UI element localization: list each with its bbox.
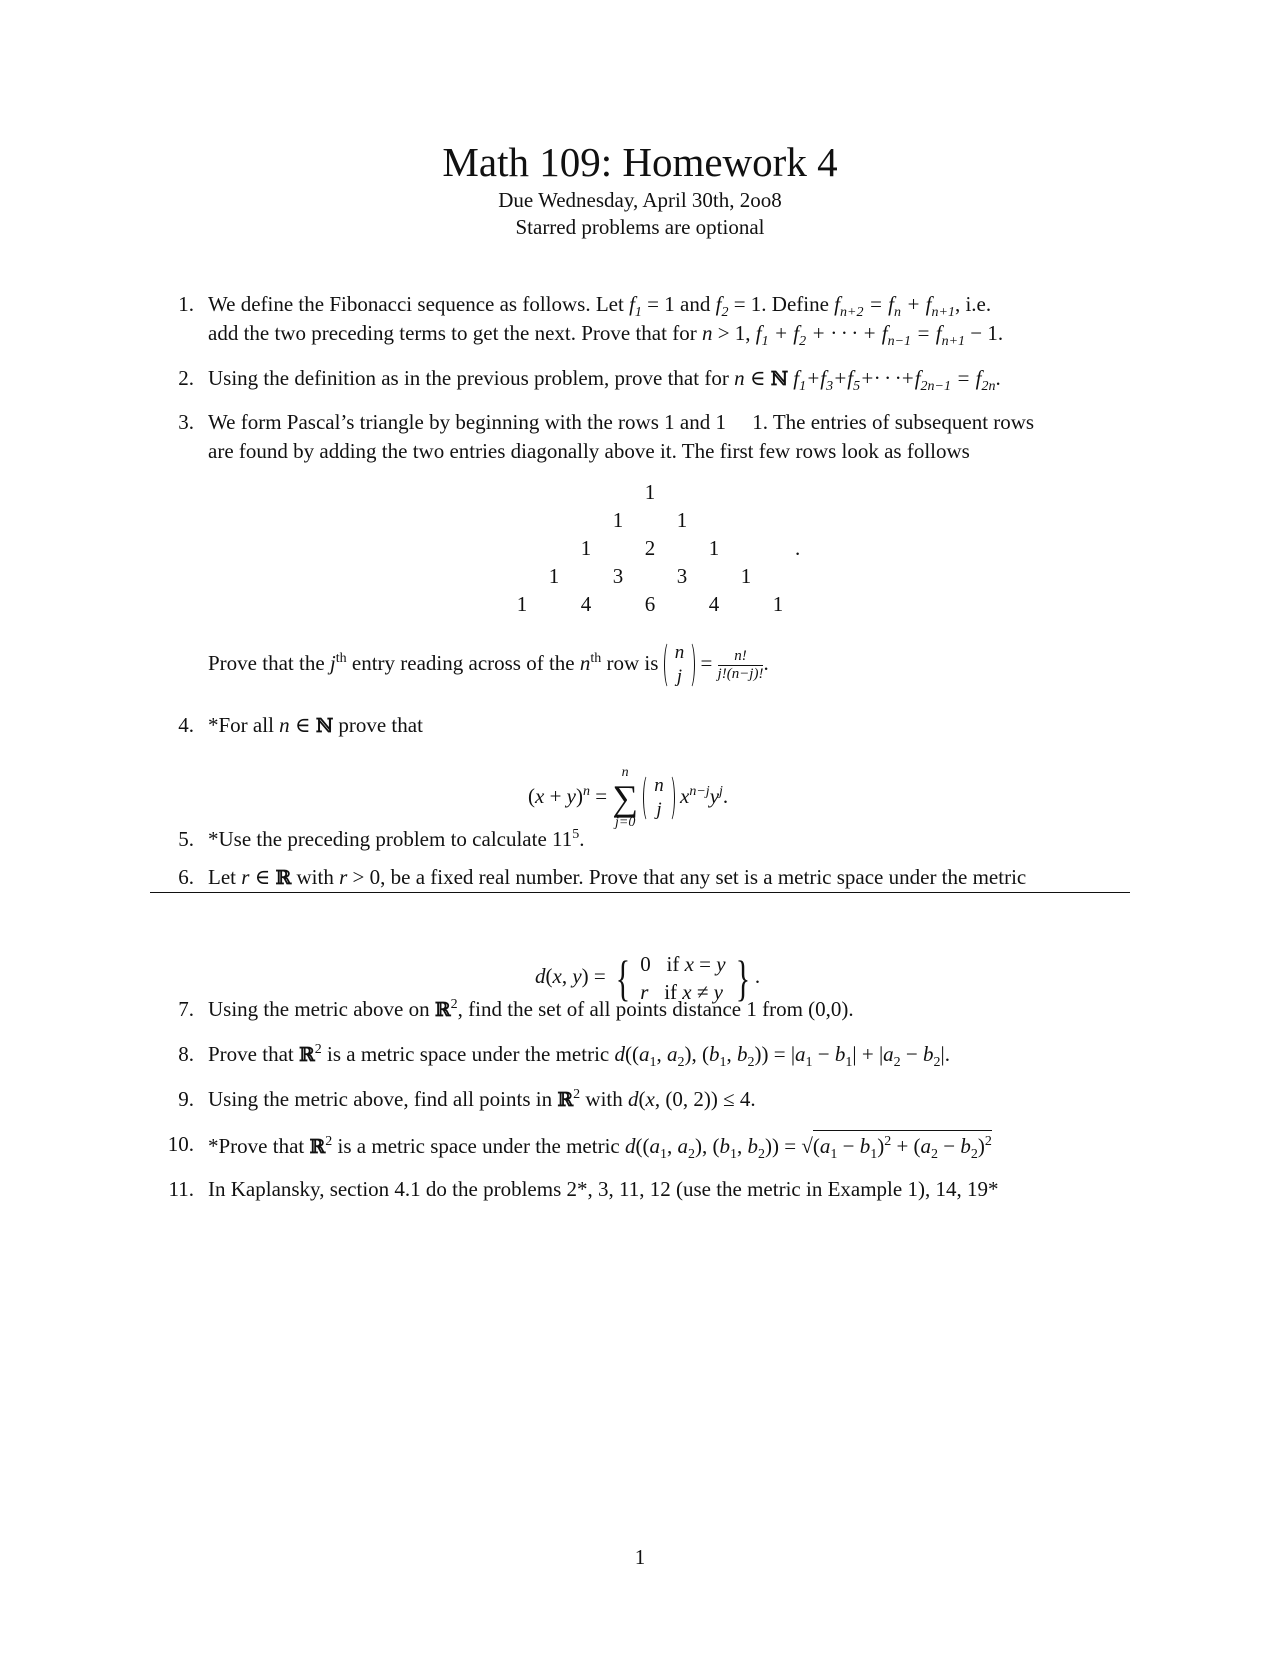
binomial-coefficient: n j — [643, 774, 675, 822]
pascal-entry: 3 — [676, 564, 688, 588]
problem-number: 2. — [178, 366, 194, 390]
metric-cases: 0 if x = y r if x ≠ y — [640, 952, 726, 1004]
horizontal-rule — [150, 892, 1130, 893]
pascal-entry: 1 — [548, 564, 560, 588]
text-fragment: with — [585, 1087, 623, 1111]
factorial-fraction: $\frac{n!}{j!(n-j)!}$ — [717, 647, 764, 682]
math: n — [701, 321, 713, 345]
case-label: if — [664, 980, 678, 1004]
text-fragment: entry reading across of the — [351, 650, 575, 675]
text-fragment: and — [680, 292, 711, 316]
problem-text: Prove that ℝ$^2$ is a metric space under the metric $d((a_1$, $a_2$), ($b_1$, $b_2)) = |a_1 - b_1| + |a_2 - b_2|$. — [208, 1042, 950, 1071]
pascal-entry: 6 — [644, 592, 656, 616]
text-fragment: Define — [771, 292, 829, 316]
pascal-entry: 1 — [644, 480, 656, 504]
text-fragment: Using the definition as in the previous problem, prove that for — [208, 366, 729, 390]
text-fragment: Prove that the — [208, 650, 325, 675]
summation-sign: n ∑ j=0 — [612, 765, 639, 830]
text-fragment: is a metric space under the metric — [327, 1042, 610, 1066]
math: n — [734, 366, 745, 390]
pascal-entry: 1 — [708, 536, 720, 560]
pascal-entry: 1 — [612, 508, 624, 532]
problem-number: 10. — [167, 1132, 194, 1156]
triangle-period: . — [795, 536, 801, 560]
problem-number: 8. — [178, 1042, 194, 1066]
binomial-coefficient: n j — [664, 641, 696, 689]
pascal-entry: 1 — [676, 508, 688, 532]
problem-text: Prove that the $j^{th}$ entry reading across of the $n^{th}$ row is n j = $\frac{n!}{j!(n-j)!}$ . — [208, 642, 769, 687]
math: $f_2$ — [715, 292, 729, 321]
pascal-entry: 4 — [708, 592, 720, 616]
pascal-entry: 1 — [580, 536, 592, 560]
text-fragment: , find the set of all points distance 1 from (0,0). — [457, 997, 854, 1021]
problem-number: 11. — [168, 1177, 194, 1201]
problem-number: 3. — [178, 410, 194, 434]
problem-text — [208, 1175, 1133, 1204]
text-fragment: We define the Fibonacci sequence as follows. Let — [208, 292, 624, 316]
page-title: Math 109: Homework 4 — [442, 139, 838, 185]
text-fragment: *Prove that — [208, 1134, 305, 1158]
problem-number: 6. — [178, 865, 194, 889]
problem-text: Using the metric above, find all points in ℝ$^2$ with d(x, (0, 2)) ≤ 4. — [208, 1087, 756, 1111]
problem-number: 7. — [178, 997, 194, 1021]
text-fragment: In Kaplansky, section 4.1 do the problems 2*, 3, 11, 12 (use the metric in Example 1), 14, 19* — [208, 1177, 999, 1201]
problem-number: 4. — [178, 713, 194, 737]
problem-number: 1. — [178, 292, 194, 316]
pascal-triangle — [0, 480, 1280, 640]
page-number: 1 — [634, 1545, 646, 1569]
pascal-entry: 3 — [612, 564, 624, 588]
text-fragment: Using the metric above, find all points in — [208, 1087, 553, 1111]
text-fragment: with — [296, 865, 334, 889]
problem-text: Using the metric above on ℝ$^2$, find the set of all points distance 1 from (0,0). — [208, 997, 854, 1021]
text-fragment: add the two preceding terms to get the next. Prove that for — [208, 321, 697, 345]
problem-text: Using the definition as in the previous problem, prove that for n ∈ ℕ $f_1+f_3+f_5+\cdot \cdot \cdot+f_{2n-1} = f_{2n}$. — [208, 366, 1001, 395]
text-fragment: are found by adding the two entries diagonally above it. The first few rows look as follows — [208, 439, 970, 463]
math: $f_1 + f_2$ + · · · + $f_{n-1} = f_{n+1}$ — [755, 321, 966, 350]
text-fragment: We form Pascal’s triangle by beginning with the rows 1 and 1 — [208, 410, 726, 434]
text-fragment: 1. The entries of subsequent rows — [752, 410, 1035, 434]
problem-text — [208, 408, 1133, 466]
problem-text: Let r ∈ ℝ with r > 0, be a fixed real number. Prove that any set is a metric space under the metric — [208, 865, 1027, 889]
text-fragment: prove that — [338, 713, 423, 737]
text-fragment: Prove that — [208, 1042, 294, 1066]
starred-note: Starred problems are optional — [515, 215, 765, 239]
problem-text: We define the Fibonacci sequence as follows. Let $f_1 = 1$ and $f_2 = 1$. Define $f_{n+2} = f_n + f_{n+1}$, i.e. add the two preceding terms to get the next. Prove that for n > 1, $f_1 + f_2$ + · · · + $f_{n-1} = f_{n+1} - 1$. — [208, 292, 1004, 350]
text-fragment: i.e. — [965, 292, 992, 316]
problem-number: 5. — [178, 827, 194, 851]
text-fragment: is a metric space under the metric — [337, 1134, 620, 1158]
pascal-entry: 1 — [516, 592, 528, 616]
problem-text: *For all n ∈ ℕ prove that — [208, 713, 423, 737]
math: $f_1+f_3+f_5+\cdot \cdot \cdot+f_{2n-1} = f_{2n}$ — [793, 366, 996, 395]
text-fragment: Let — [208, 865, 236, 889]
text-fragment: row is — [606, 650, 659, 675]
text-fragment: , be a fixed real number. Prove that any set is a metric space under the metric — [380, 865, 1027, 889]
text-fragment: *Use the preceding problem to calculate — [208, 827, 547, 851]
case-label: if — [666, 952, 680, 976]
problem-text: *Prove that ℝ$^2$ is a metric space under the metric $d((a_1$, $a_2$), ($b_1$, $b_2)) = √(a_1 - b_1)^2 + (a_2 - b_2)^2$ — [208, 1130, 1133, 1162]
pascal-entry: 1 — [772, 592, 784, 616]
binomial-theorem-formula: $(x + y)^n$ = n ∑ j=0 n j $x^{n-j}y^j$. — [528, 765, 729, 830]
due-date: Due Wednesday, April 30th, 2oo8 — [498, 188, 782, 212]
pascal-entry: 1 — [740, 564, 752, 588]
text-fragment: *For all — [208, 713, 274, 737]
pascal-entry: 2 — [644, 536, 656, 560]
problem-number: 9. — [178, 1087, 194, 1111]
math: $f_{n+2} = f_n + f_{n+1}$ — [834, 292, 955, 321]
text-fragment: Using the metric above on — [208, 997, 430, 1021]
discrete-metric-formula: d(x, y) = { 0 if x = y r if x ≠ y } . — [535, 950, 761, 1006]
math: $f_1$ — [629, 292, 642, 321]
problem-text: *Use the preceding problem to calculate $11^5$. — [208, 827, 585, 851]
pascal-entry: 4 — [580, 592, 592, 616]
